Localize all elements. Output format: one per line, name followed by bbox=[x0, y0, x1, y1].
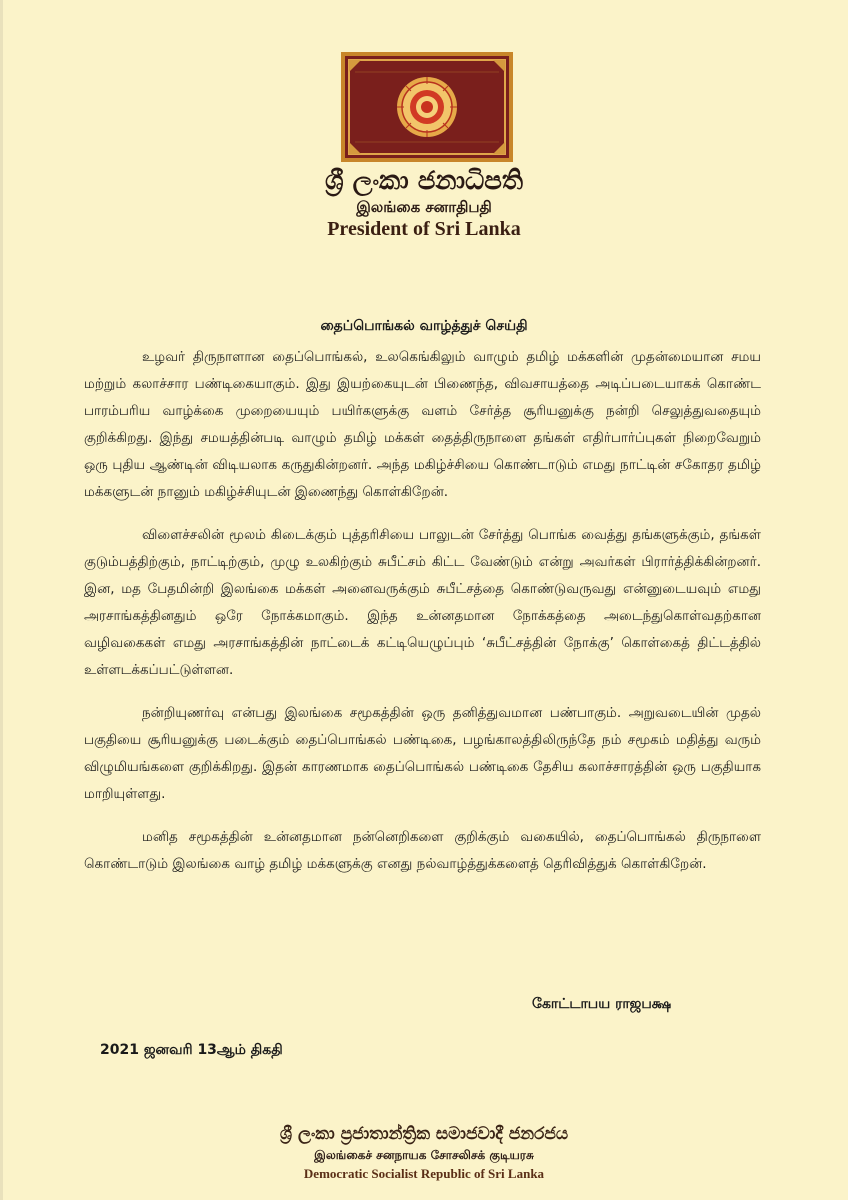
message-body bbox=[84, 344, 761, 894]
header-sinhala-title: ශ්‍රී ලංකා ජනාධිපති bbox=[324, 166, 524, 196]
paragraph: உழவர் திருநாளான தைப்பொங்கல், உலகெங்கிலும் வாழும் தமிழ் மக்களின் முதன்மையான சமய மற்றும் கலாச்சார பண்டிகையாகும். இது இயற்கையுடன் பிணைந்த, விவசாயத்தை அடிப்படையாகக் கொண்ட பாரம்பரிய வாழ்க்கை முறையையும் பயிர்களுக்கு வளம் சேர்த்த சூரியனுக்கு நன்றி செலுத்துவதையும் குறிக்கிறது. இந்து சமயத்தின்படி வாழும் தமிழ் மக்கள் தைத்திருநாளை தங்கள் எதிர்பார்ப்புகள் நிறைவேறும் ஒரு புதிய ஆண்டின் விடியலாக கருதுகின்றனர். அந்த மகிழ்ச்சியை கொண்டாடும் எமது நாட்டின் சகோதர தமிழ் மக்களுடன் நானும் மகிழ்ச்சியுடன் இணைந்து கொள்கிறேன். bbox=[84, 349, 761, 500]
message-date: 2021 ஜனவரி 13ஆம் திகதி bbox=[100, 1042, 283, 1058]
footer-tamil: இலங்கைச் சனநாயக சோசலிசக் குடியரசு bbox=[314, 1148, 534, 1162]
paragraph: நன்றியுணர்வு என்பது இலங்கை சமூகத்தின் ஒரு தனித்துவமான பண்பாகும். அறுவடையின் முதல் பகுதியை சூரியனுக்கு படைக்கும் தைப்பொங்கல் பண்டிகை, பழங்காலத்திலிருந்தே நம் சமூகம் மதித்து வரும் விழுமியங்களை குறிக்கிறது. இதன் காரணமாக தைப்பொங்கல் பண்டிகை தேசிய கலாச்சாரத்தின் ஒரு பகுதியாக மாறியுள்ளது. bbox=[84, 705, 761, 802]
paragraph: மனித சமூகத்தின் உன்னதமான நன்னெறிகளை குறிக்கும் வகையில், தைப்பொங்கல் திருநாளை கொண்டாடும் இலங்கை வாழ் தமிழ் மக்களுக்கு எனது நல்வாழ்த்துக்களைத் தெரிவித்துக் கொள்கிறேன். bbox=[84, 829, 761, 872]
message-title: தைப்பொங்கல் வாழ்த்துச் செய்தி bbox=[320, 318, 528, 334]
header-tamil-title: இலங்கை சனாதிபதி bbox=[356, 198, 492, 216]
footer-sinhala: ශ්‍රී ලංකා ප්‍රජාතාන්ත්‍රික සමාජවාදී ජනරජය bbox=[279, 1124, 569, 1144]
footer-english: Democratic Socialist Republic of Sri Lanka bbox=[303, 1166, 545, 1181]
paragraph: விளைச்சலின் மூலம் கிடைக்கும் புத்தரிசியை பாலுடன் சேர்த்து பொங்க வைத்து தங்களுக்கும், தங்கள் குடும்பத்திற்கும், நாட்டிற்கும், முழு உலகிற்கும் சுபீட்சம் கிட்ட வேண்டும் என்று அவர்கள் பிரார்த்திக்கின்றனர். இன, மத பேதமின்றி இலங்கை மக்கள் அனைவருக்கும் சுபீட்சத்தை கொண்டுவருவது என்னுடையவும் எமது அரசாங்கத்தினதும் ஒரே நோக்கமாகும். இந்த உன்னதமான நோக்கத்தை அடைந்துகொள்வதற்கான வழிவகைகள் எமது அரசாங்கத்தின் நாட்டைக் கட்டியெழுப்பும் ‘சுபீட்சத்தின் நோக்கு’ கொள்கைத் திட்டத்தில் உள்ளடக்கப்பட்டுள்ளன. bbox=[84, 527, 761, 678]
header-english-title: President of Sri Lanka bbox=[327, 218, 521, 240]
signature-name: கோட்டாபய ராஜபக்ஷ bbox=[532, 996, 672, 1012]
presidential-flag-emblem-icon bbox=[341, 52, 513, 162]
